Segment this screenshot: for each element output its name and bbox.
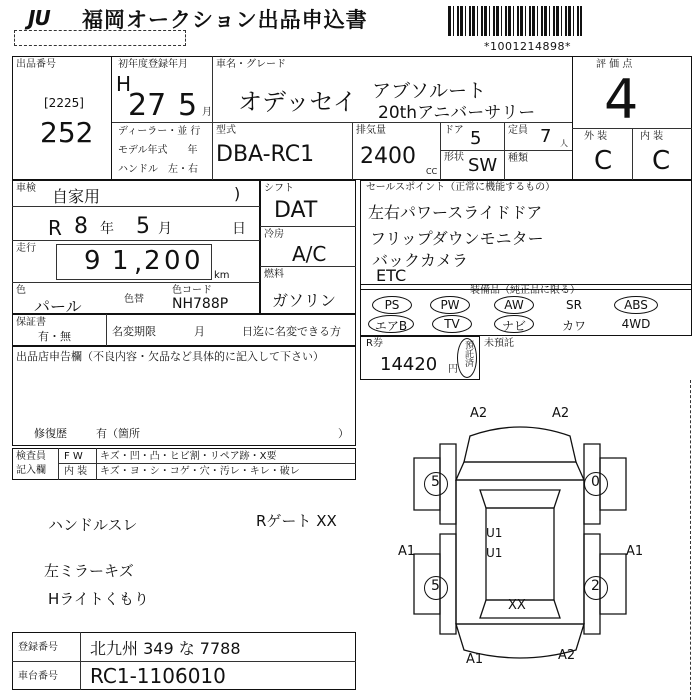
displacement-label: 排気量 — [356, 125, 386, 136]
expiry-month: 月 — [194, 325, 205, 338]
damage-mark: 5 — [431, 578, 440, 594]
inspector-fw: F W — [64, 451, 83, 462]
chassis-value: RC1-1106010 — [90, 664, 226, 688]
recycle-yen: 円 — [448, 364, 458, 375]
capacity-unit: 人 — [560, 139, 568, 148]
expiry-label: 名変期限 — [112, 325, 156, 338]
inspection-month-unit: 月 — [158, 221, 172, 237]
sales-point: バックカメラ — [372, 251, 469, 270]
declaration-label: 出品店申告欄（不良内容・欠品など具体的に記入して下さい） — [16, 350, 324, 363]
lot-label: 出品番号 — [16, 59, 56, 70]
damage-mark: A2 — [552, 406, 570, 421]
doors-label: ドア — [444, 125, 464, 136]
fuel-label: 燃料 — [264, 269, 284, 280]
equipment-tv: TV — [444, 317, 460, 331]
equipment-circle — [494, 296, 534, 314]
form-title: 福岡オークション出品申込書 — [82, 8, 368, 32]
repair-option: 有（箇所 — [96, 427, 140, 440]
inspector-interior: 内 装 — [64, 466, 88, 477]
damage-mark: XX — [508, 598, 526, 613]
recycle-deposit: 預託済 — [463, 340, 473, 367]
vehicle-label: 車名・グレード — [216, 59, 286, 70]
equipment-circle — [494, 315, 534, 333]
score-value: 4 — [604, 68, 639, 131]
warranty-options: 有・無 — [38, 330, 71, 343]
mileage-digit: 0 — [184, 246, 201, 276]
equipment-airbag: エアB — [374, 319, 408, 333]
inspector-interior-defects: キズ・ヨ・シ・コゲ・穴・汚レ・キレ・破レ — [100, 466, 300, 477]
mileage-digit: 2 — [144, 246, 161, 276]
equipment-circle — [368, 315, 414, 333]
note-1: ハンドルスレ — [48, 516, 138, 534]
repair-label: 修復歴 — [34, 427, 67, 440]
model-label: 型式 — [216, 125, 236, 136]
damage-mark: A2 — [558, 648, 576, 663]
color-code-value: NH788P — [172, 296, 229, 312]
chassis-label: 車台番号 — [18, 671, 58, 682]
exterior-label: 外 装 — [584, 131, 608, 142]
mileage-label: 走行 — [16, 243, 36, 254]
damage-mark: U1 — [486, 526, 503, 540]
recycle-amount: 14420 — [380, 354, 438, 375]
equipment-abs: ABS — [624, 298, 648, 312]
reg-value: 北九州 349 な 7788 — [90, 639, 241, 658]
deposit-circle — [457, 338, 477, 378]
barcode — [448, 6, 582, 36]
mileage-digit: 0 — [164, 246, 181, 276]
note-3: 左ミラーキズ — [44, 562, 134, 580]
damage-mark: A2 — [470, 406, 488, 421]
registration-year: 27 — [128, 88, 167, 123]
inspection-label: 車検 — [16, 183, 36, 194]
inspector-label-a: 検査員 — [16, 451, 46, 462]
color-change-label: 色替 — [124, 294, 144, 305]
equipment-circle — [372, 296, 412, 314]
inspection-era: R — [48, 216, 62, 240]
damage-mark: A1 — [398, 544, 416, 559]
registration-era: H — [116, 72, 132, 96]
inspection-year: 8 — [74, 214, 88, 239]
mileage-unit: km — [214, 270, 230, 281]
expiry-deadline: 日迄に名変できる方 — [242, 325, 341, 338]
shape-value: SW — [468, 155, 498, 176]
sales-point: フリップダウンモニター — [370, 229, 544, 248]
capacity-label: 定員 — [508, 125, 528, 136]
equipment-pw: PW — [440, 298, 460, 312]
inspection-day-unit: 日 — [232, 221, 246, 237]
doors-value: 5 — [470, 128, 482, 149]
warranty-label: 保証書 — [16, 317, 46, 328]
equipment-leather: カワ — [561, 319, 586, 333]
equipment-label: 装備品（純正品に限る） — [470, 285, 580, 296]
inspection-month: 5 — [136, 214, 150, 239]
fuel-value: ガソリン — [272, 291, 337, 310]
note-4: Hライトくもり — [48, 590, 149, 608]
damage-mark: 5 — [431, 474, 440, 490]
lot-sub-number: [2225] — [44, 96, 84, 110]
note-2: Rゲート XX — [256, 512, 337, 530]
color-code-label: 色コード — [172, 285, 212, 296]
sales-point: 左右パワースライドドア — [368, 203, 543, 222]
inspection-use: 自家用 — [52, 187, 101, 206]
mileage-comma: , — [134, 248, 143, 278]
type-label: 種類 — [508, 153, 528, 164]
exterior-score: C — [594, 146, 613, 176]
equipment-circle — [614, 296, 658, 314]
vehicle-grade-2: 20thアニバーサリー — [378, 103, 536, 123]
equipment-ps: PS — [384, 298, 400, 312]
car-diagram — [400, 404, 640, 672]
equipment-circle — [432, 315, 472, 333]
inspector-exterior-defects: キズ・凹・凸・ヒビ割・リペア跡・X要 — [100, 451, 277, 462]
registration-month-unit: 月 — [202, 107, 212, 118]
damage-mark: U1 — [486, 546, 503, 560]
reg-label: 登録番号 — [18, 642, 58, 653]
recycle-unpaid: 未預託 — [484, 338, 514, 349]
vehicle-grade-1: アブソルート — [372, 80, 487, 102]
lot-number: 252 — [40, 116, 94, 149]
damage-mark: 2 — [591, 578, 600, 594]
mileage-digit: 9 — [84, 246, 101, 276]
displacement-cc: CC — [426, 167, 438, 176]
equipment-circle — [430, 296, 470, 314]
inspector-label-b: 記入欄 — [16, 465, 46, 476]
sales-points-label: セールスポイント（正常に機能するもの） — [366, 182, 556, 193]
shift-label: シフト — [264, 183, 294, 194]
ac-label: 冷房 — [264, 229, 284, 240]
inspection-year-unit: 年 — [100, 221, 114, 237]
equipment-4wd: 4WD — [621, 317, 651, 331]
color-label: 色 — [16, 285, 26, 296]
capacity-value: 7 — [540, 126, 552, 147]
sales-point: ETC — [376, 266, 407, 285]
ac-value: A/C — [292, 242, 327, 266]
model-value: DBA-RC1 — [216, 142, 315, 167]
registration-label: 初年度登録年月 — [118, 59, 188, 70]
dealer-line-2: モデル年式 年 — [118, 145, 198, 156]
barcode-text: *1001214898* — [484, 40, 571, 53]
displacement-value: 2400 — [360, 144, 416, 169]
stamp-box — [14, 30, 186, 46]
interior-score: C — [652, 146, 671, 176]
equipment-aw: AW — [504, 298, 524, 312]
equipment-sr: SR — [566, 298, 582, 312]
damage-mark: A1 — [626, 544, 644, 559]
auction-logo: JU — [28, 6, 50, 30]
shift-value: DAT — [274, 198, 318, 223]
damage-mark: A1 — [466, 652, 484, 667]
color-value: パール — [34, 297, 82, 316]
dealer-line-1: ディーラー・並 行 — [118, 126, 201, 137]
recycle-label: R券 — [366, 338, 383, 349]
vehicle-name: オデッセイ — [238, 88, 357, 116]
mileage-digit: 1 — [112, 246, 129, 276]
score-label: 評 価 点 — [596, 59, 633, 70]
registration-month: 5 — [178, 88, 198, 123]
equipment-navi: ナビ — [501, 319, 526, 333]
shape-label: 形状 — [444, 152, 464, 163]
damage-mark: 0 — [591, 474, 600, 490]
dealer-line-3: ハンドル 左・右 — [118, 164, 198, 175]
interior-label: 内 装 — [640, 131, 664, 142]
